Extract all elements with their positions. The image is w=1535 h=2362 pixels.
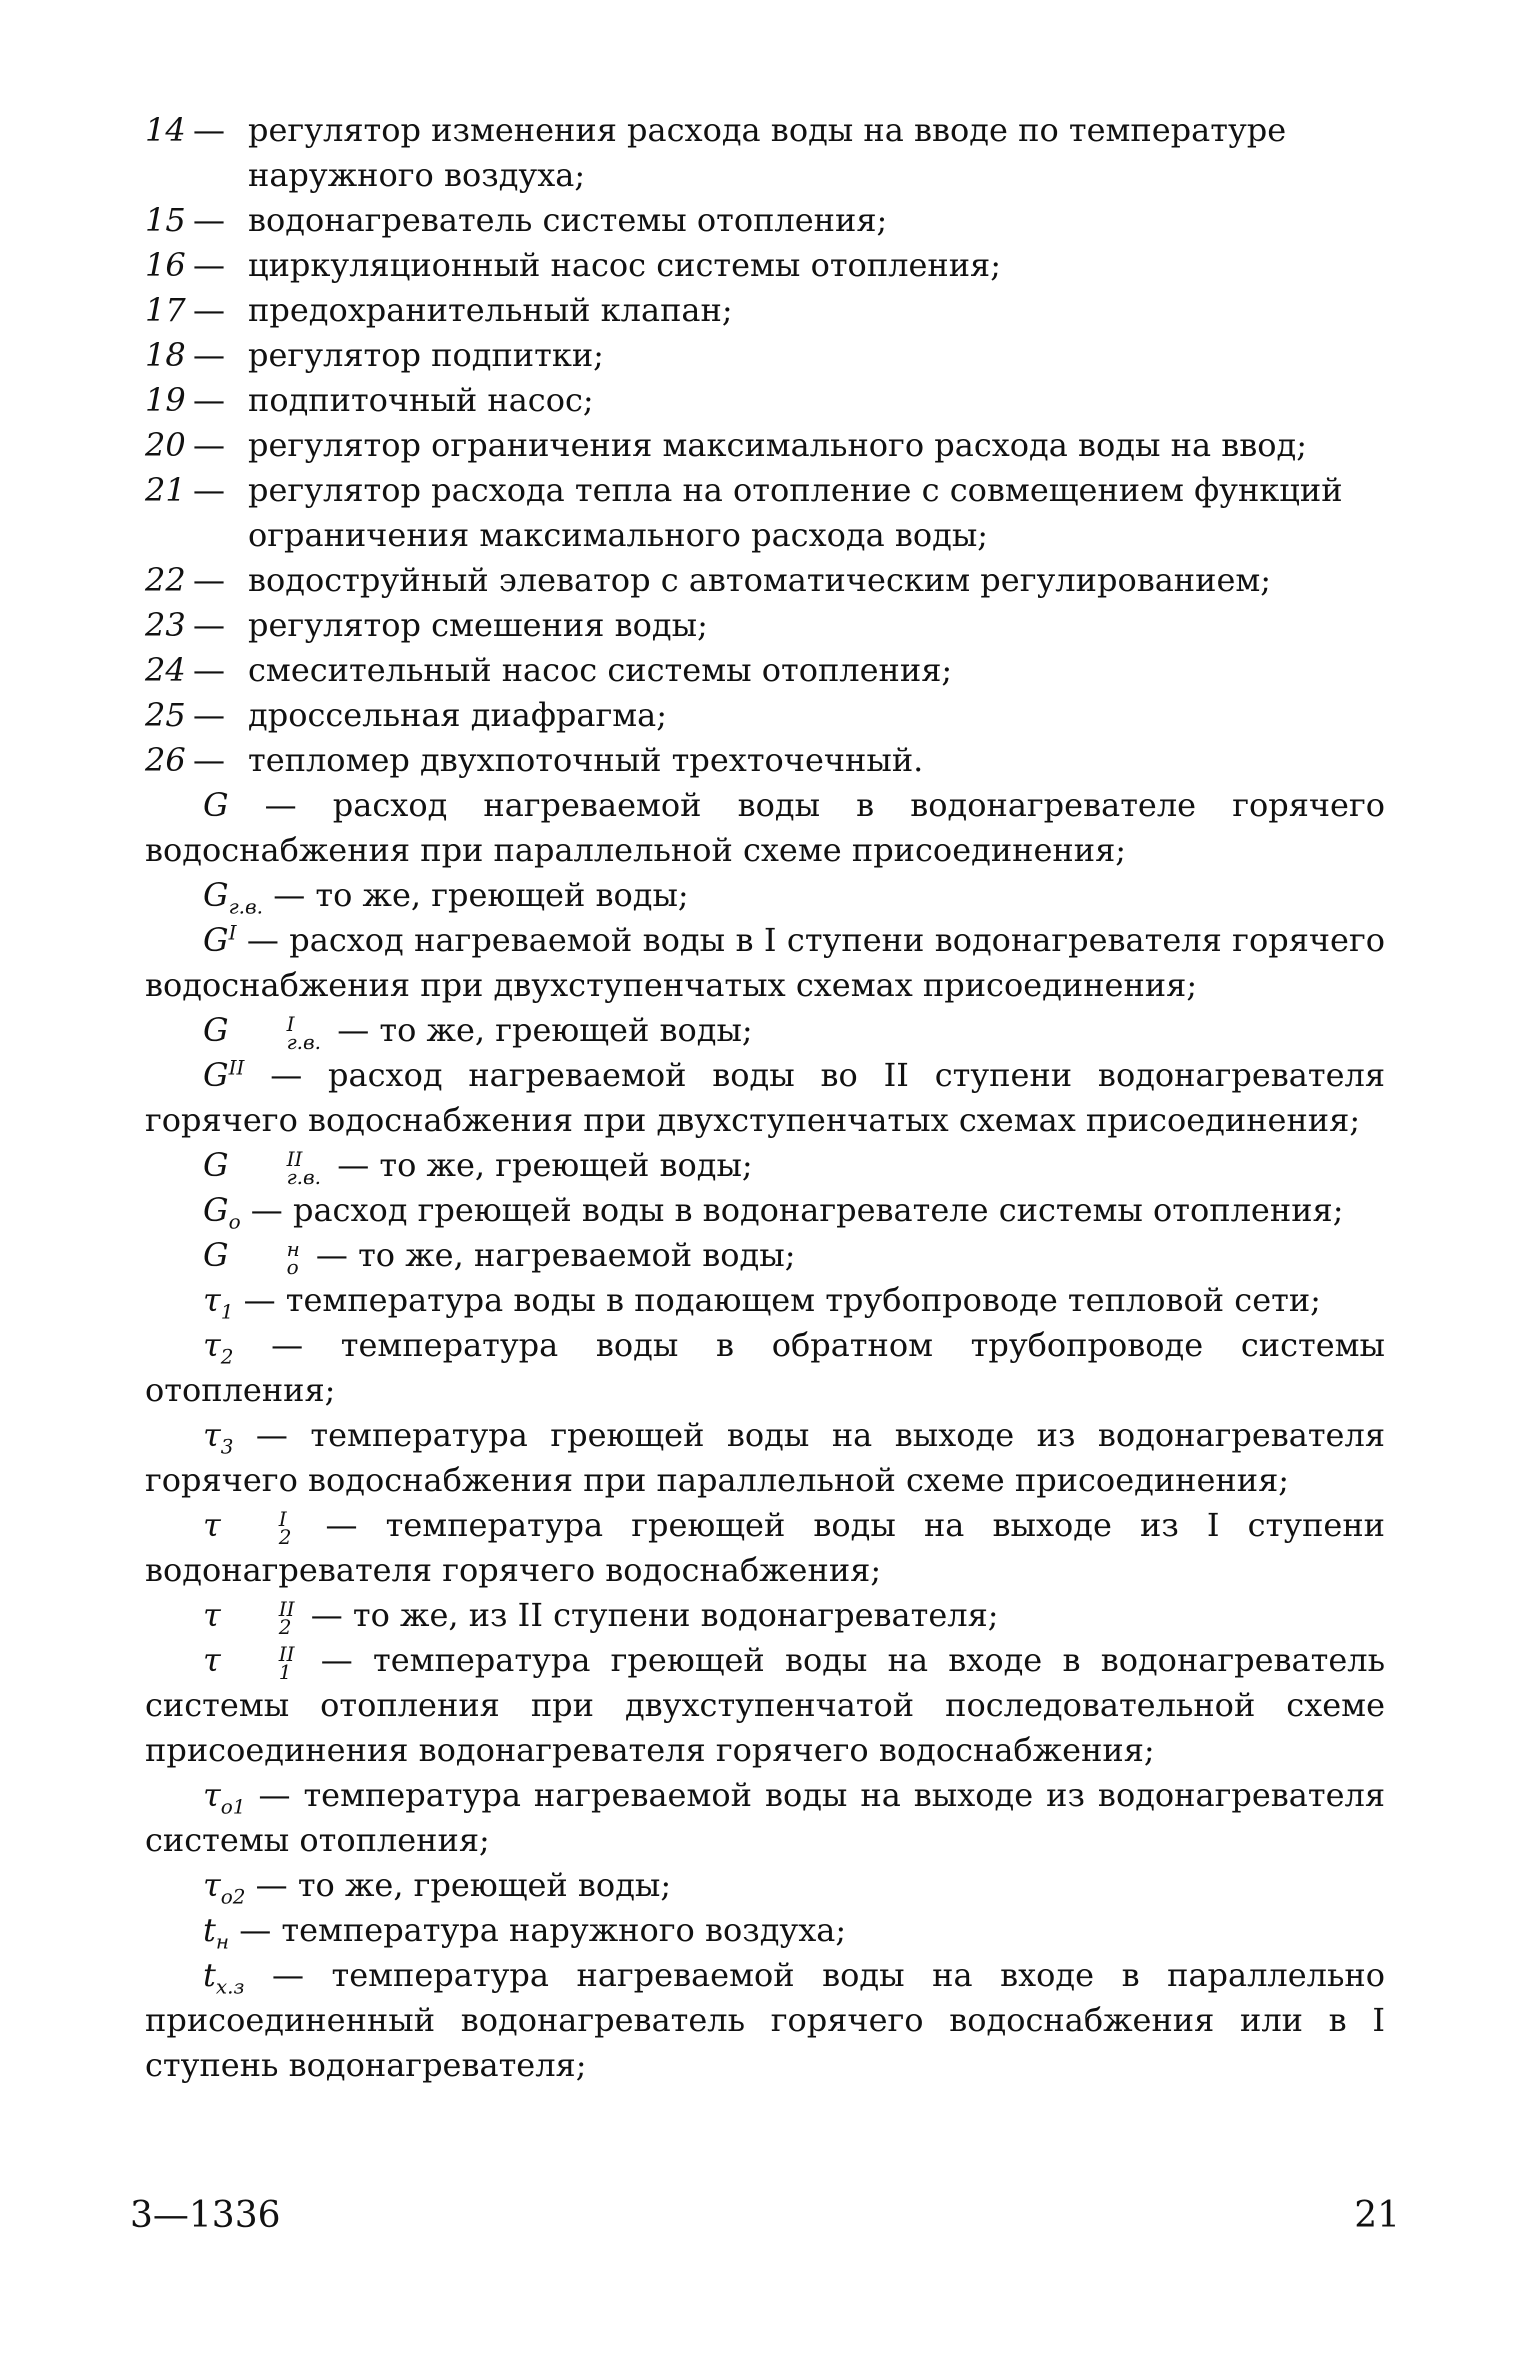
legend-item-text: дроссельная диафрагма; <box>248 696 667 734</box>
dash: — <box>255 1866 288 1904</box>
symbol-indices <box>221 1506 292 1549</box>
symbol-superscript: II <box>286 1146 303 1171</box>
definition-text: то же, греющей воды; <box>297 1866 672 1904</box>
symbol <box>203 1866 246 1909</box>
legend-item-number: 20 <box>145 426 186 464</box>
symbol-base: τ <box>203 1506 221 1544</box>
symbol-base: G <box>203 1056 229 1094</box>
legend-item <box>145 243 1385 288</box>
symbol <box>203 1236 306 1279</box>
symbol-subscript: г.в. <box>286 1164 322 1189</box>
symbol-base: G <box>203 1236 229 1274</box>
symbol <box>203 786 229 824</box>
dash: — <box>193 426 225 464</box>
definition-text: расход греющей воды в водонагревателе системы отопления; <box>292 1191 1344 1229</box>
symbol-superscript: II <box>278 1641 295 1666</box>
symbol-superscript: II <box>278 1596 295 1621</box>
symbol-subscript: 3 <box>220 1434 234 1459</box>
legend-item-number: 23 <box>145 606 186 644</box>
legend-item-text: предохранительный клапан; <box>248 291 733 329</box>
symbol-subscript: н <box>215 1929 230 1954</box>
legend-item-number: 26 <box>145 741 186 779</box>
print-code: 3—1336 <box>130 2195 281 2236</box>
dash: — <box>320 1641 353 1679</box>
dash: — <box>270 1056 303 1094</box>
dash: — <box>325 1506 358 1544</box>
definition-item <box>145 1953 1385 2088</box>
legend-item-number: 21 <box>145 471 186 509</box>
dash: — <box>193 291 225 329</box>
definition-text: температура воды в подающем трубопроводе тепловой сети; <box>285 1281 1321 1319</box>
dash: — <box>193 696 225 734</box>
dash: — <box>255 1416 288 1454</box>
dash: — <box>337 1011 370 1049</box>
symbol-indices <box>229 1236 300 1279</box>
dash: — <box>193 741 225 779</box>
symbol-base: G <box>203 876 229 914</box>
legend-item-number: 24 <box>145 651 186 689</box>
symbol-subscript: х.з <box>215 1974 245 1999</box>
legend-item <box>145 108 1385 198</box>
definition-item <box>145 1008 1385 1053</box>
symbol-subscript: 1 <box>220 1299 234 1324</box>
legend-item-text: регулятор подпитки; <box>248 336 604 374</box>
symbol-base: G <box>203 1146 229 1184</box>
legend-item <box>145 648 1385 693</box>
symbol-base: τ <box>203 1416 221 1454</box>
symbol-superscript: н <box>286 1236 300 1261</box>
legend-item-number: 17 <box>145 291 186 329</box>
legend-item-number: 14 <box>145 111 186 149</box>
legend-item-text: регулятор изменения расхода воды на вводе по температуре наружного воздуха; <box>248 111 1287 194</box>
dash: — <box>315 1236 348 1274</box>
legend-item-number: 19 <box>145 381 186 419</box>
definition-item <box>145 873 1385 918</box>
dash: — <box>193 111 225 149</box>
symbol <box>203 876 264 919</box>
dash: — <box>193 201 225 239</box>
symbol-subscript: 1 <box>278 1659 292 1684</box>
definition-item <box>145 1593 1385 1638</box>
definition-item <box>145 1233 1385 1278</box>
dash: — <box>250 1191 283 1229</box>
dash: — <box>193 561 225 599</box>
symbol-indices <box>229 1011 322 1054</box>
dash: — <box>193 471 225 509</box>
symbol <box>203 1011 327 1054</box>
definition-text: температура греющей воды на выходе из I ступени водонагревателя горячего водоснабжения; <box>145 1506 1386 1589</box>
dash: — <box>193 381 225 419</box>
symbol-base: τ <box>203 1866 221 1904</box>
legend-item-text: водонагреватель системы отопления; <box>248 201 888 239</box>
dash: — <box>264 786 297 824</box>
legend-item-number: 16 <box>145 246 186 284</box>
symbol-base: τ <box>203 1326 221 1364</box>
definition-item <box>145 1773 1385 1863</box>
symbol-indices <box>221 1596 295 1639</box>
document-page <box>145 108 1385 2088</box>
symbol-superscript: II <box>228 1055 245 1080</box>
symbol-superscript: I <box>228 920 237 945</box>
symbol <box>203 1326 234 1369</box>
symbol-indices <box>229 1146 322 1189</box>
legend-item <box>145 693 1385 738</box>
symbol-base: τ <box>203 1776 221 1814</box>
dash: — <box>258 1776 291 1814</box>
symbol-base: τ <box>203 1596 221 1634</box>
legend-item <box>145 738 1385 783</box>
symbol <box>203 1056 244 1094</box>
symbol-base: τ <box>203 1641 221 1679</box>
dash: — <box>310 1596 343 1634</box>
symbol <box>203 1641 301 1684</box>
definition-text: то же, нагреваемой воды; <box>358 1236 796 1274</box>
legend-item-number: 22 <box>145 561 186 599</box>
definition-text: температура греющей воды на входе в водонагреватель системы отопления при двухступенчатой последовательной схеме присоединения водонагревателя горячего водоснабжения; <box>145 1641 1386 1769</box>
definition-item <box>145 783 1385 873</box>
legend-item <box>145 378 1385 423</box>
definition-item <box>145 918 1385 1008</box>
definition-text: расход нагреваемой воды в I ступени водонагревателя горячего водоснабжения при двухступенчатых схемах присоединения; <box>145 921 1385 1004</box>
definition-item <box>145 1188 1385 1233</box>
definition-text: температура нагреваемой воды на входе в параллельно присоединенный водонагреватель горячего водоснабжения или в I ступень водонагревателя; <box>145 1956 1386 2084</box>
dash: — <box>271 1956 304 1994</box>
definition-text: то же, греющей воды; <box>315 876 689 914</box>
legend-item <box>145 198 1385 243</box>
numbered-legend-list <box>145 108 1385 783</box>
symbol <box>203 1956 245 1999</box>
dash: — <box>193 651 225 689</box>
symbol-subscript: 2 <box>278 1614 292 1639</box>
definition-item <box>145 1503 1385 1593</box>
definition-text: то же, греющей воды; <box>379 1011 753 1049</box>
legend-item <box>145 468 1385 558</box>
definition-item <box>145 1323 1385 1413</box>
symbol-subscript: o <box>286 1254 299 1279</box>
symbol <box>203 1146 327 1189</box>
symbol-subscript: o1 <box>220 1794 246 1819</box>
definition-item <box>145 1413 1385 1503</box>
definition-item <box>145 1638 1385 1773</box>
definition-text: температура греющей воды на выходе из водонагревателя горячего водоснабжения при параллельной схеме присоединения; <box>145 1416 1385 1499</box>
dash: — <box>239 1911 272 1949</box>
symbol <box>203 1911 230 1954</box>
symbol <box>203 921 236 959</box>
definition-text: расход нагреваемой воды во II ступени водонагревателя горячего водоснабжения при двухступенчатых схемах присоединения; <box>145 1056 1386 1139</box>
legend-item-text: водоструйный элеватор с автоматическим регулированием; <box>248 561 1272 599</box>
legend-item <box>145 333 1385 378</box>
symbol-superscript: I <box>286 1011 295 1036</box>
legend-item <box>145 423 1385 468</box>
symbol-base: τ <box>203 1281 221 1319</box>
dash: — <box>193 336 225 374</box>
definition-item <box>145 1908 1385 1953</box>
symbol-subscript: o <box>228 1209 241 1234</box>
legend-item-number: 18 <box>145 336 186 374</box>
definition-text: расход нагреваемой воды в водонагревателе горячего водоснабжения при параллельной схеме присоединения; <box>145 786 1386 869</box>
symbol-base: G <box>203 786 229 824</box>
legend-item-text: циркуляционный насос системы отопления; <box>248 246 1002 284</box>
symbol-superscript: I <box>278 1506 287 1531</box>
legend-item-number: 25 <box>145 696 186 734</box>
symbol <box>203 1776 246 1819</box>
definition-item <box>145 1863 1385 1908</box>
symbol-subscript: o2 <box>220 1884 246 1909</box>
legend-item-text: тепломер двухпоточный трехточечный. <box>248 741 924 779</box>
legend-item-text: регулятор смешения воды; <box>248 606 708 644</box>
symbol <box>203 1281 234 1324</box>
legend-item <box>145 558 1385 603</box>
definition-text: то же, из II ступени водонагревателя; <box>352 1596 999 1634</box>
symbol-base: G <box>203 1191 229 1229</box>
dash: — <box>273 876 306 914</box>
symbol-indices <box>221 1641 295 1684</box>
legend-item <box>145 603 1385 648</box>
legend-item-text: регулятор расхода тепла на отопление с совмещением функций ограничения максимального расхода воды; <box>248 471 1343 554</box>
definition-text: температура наружного воздуха; <box>281 1911 847 1949</box>
symbol-base: t <box>203 1956 216 1994</box>
dash: — <box>193 606 225 644</box>
symbol-base: G <box>203 921 229 959</box>
symbol-base: G <box>203 1011 229 1049</box>
symbol-definitions-list <box>145 783 1385 2088</box>
symbol-subscript: г.в. <box>286 1029 322 1054</box>
symbol <box>203 1596 301 1639</box>
definition-item <box>145 1278 1385 1323</box>
dash: — <box>246 921 279 959</box>
legend-item <box>145 288 1385 333</box>
definition-item <box>145 1053 1385 1143</box>
symbol <box>203 1191 241 1234</box>
symbol-base: t <box>203 1911 216 1949</box>
dash: — <box>271 1326 304 1364</box>
legend-item-text: смесительный насос системы отопления; <box>248 651 953 689</box>
page-number: 21 <box>1354 2195 1400 2236</box>
symbol-subscript: 2 <box>220 1344 234 1369</box>
definition-text: температура нагреваемой воды на выходе из водонагревателя системы отопления; <box>145 1776 1386 1859</box>
dash: — <box>337 1146 370 1184</box>
legend-item-text: подпиточный насос; <box>248 381 594 419</box>
dash: — <box>193 246 225 284</box>
symbol <box>203 1506 297 1549</box>
symbol-subscript: 2 <box>278 1524 292 1549</box>
symbol <box>203 1416 234 1459</box>
dash: — <box>243 1281 276 1319</box>
legend-item-number: 15 <box>145 201 186 239</box>
definition-text: то же, греющей воды; <box>379 1146 753 1184</box>
symbol-subscript: г.в. <box>228 894 264 919</box>
legend-item-text: регулятор ограничения максимального расхода воды на ввод; <box>248 426 1307 464</box>
definition-text: температура воды в обратном трубопроводе системы отопления; <box>145 1326 1386 1409</box>
definition-item <box>145 1143 1385 1188</box>
